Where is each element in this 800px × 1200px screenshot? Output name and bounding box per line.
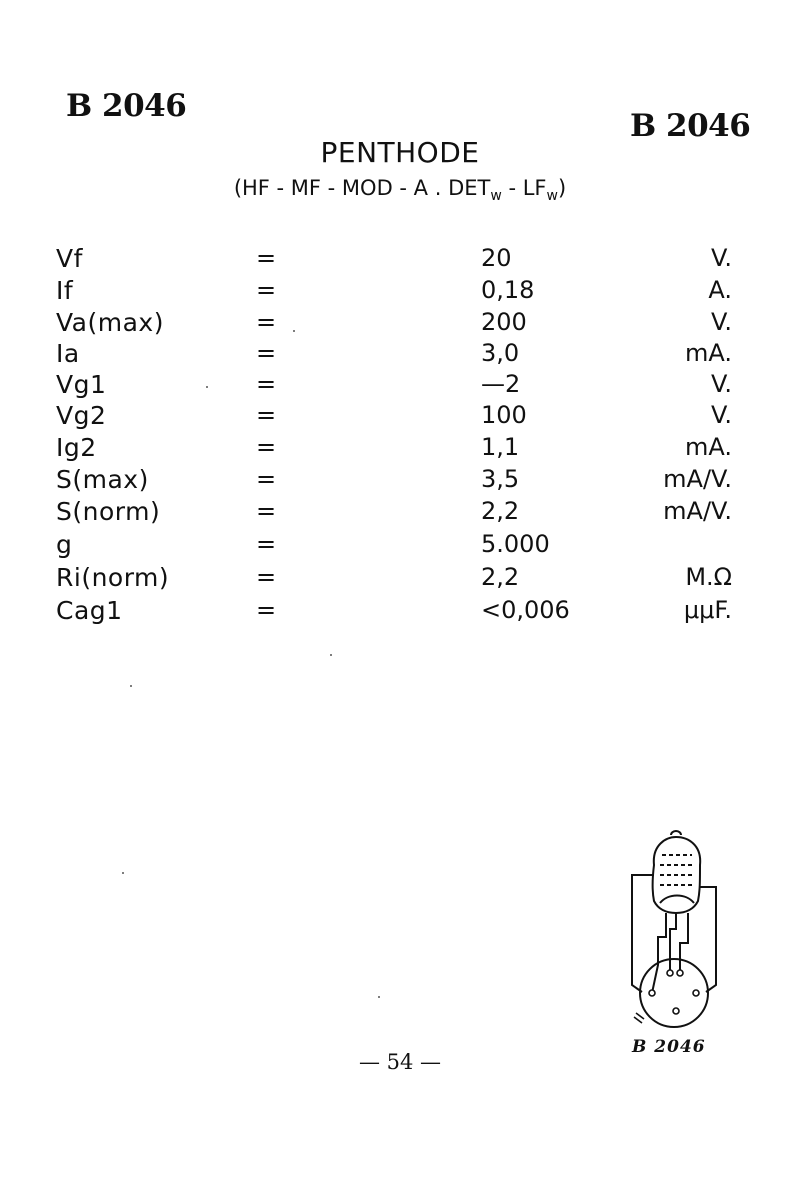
subtitle-main: (HF - MF - MOD - A . DET: [233, 176, 491, 200]
spec-symbol: S(max): [56, 465, 149, 494]
spec-symbol: Cag1: [56, 596, 123, 625]
spec-symbol: Ri(norm): [56, 563, 170, 592]
spec-row: [0, 563, 800, 593]
spec-unit: M.Ω: [685, 563, 732, 591]
spec-row: [0, 530, 800, 560]
scan-speck: [130, 685, 132, 687]
spec-equals: =: [256, 401, 277, 429]
tube-code-right: B 2046: [630, 108, 751, 144]
scan-speck: [293, 330, 295, 332]
scan-speck: [330, 654, 332, 656]
spec-equals: =: [256, 433, 277, 461]
spec-row: [0, 339, 800, 369]
spec-symbol: Ig2: [56, 433, 97, 462]
spec-unit: mA/V.: [663, 465, 732, 493]
subtitle-sub-w1: w: [490, 188, 502, 205]
spec-row: [0, 276, 800, 306]
spec-symbol: Vg1: [56, 370, 107, 399]
spec-symbol: Vf: [56, 244, 83, 273]
subtitle-mid: - LF: [501, 176, 547, 200]
spec-unit: V.: [711, 370, 732, 398]
spec-value: 20: [481, 244, 512, 272]
spec-value: 3,0: [481, 339, 520, 367]
spec-equals: =: [256, 596, 277, 624]
spec-row: [0, 308, 800, 338]
spec-symbol: S(norm): [56, 497, 161, 526]
spec-value: 1,1: [481, 433, 520, 461]
spec-equals: =: [256, 370, 277, 398]
spec-row: [0, 596, 800, 626]
spec-value: 0,18: [481, 276, 535, 304]
spec-equals: =: [256, 276, 277, 304]
subtitle-sub-w2: w: [546, 188, 558, 205]
spec-row: [0, 370, 800, 400]
scan-speck: [206, 386, 208, 388]
spec-equals: =: [256, 339, 277, 367]
spec-value: 200: [481, 308, 527, 336]
spec-equals: =: [256, 465, 277, 493]
spec-unit: V.: [711, 308, 732, 336]
spec-row: [0, 433, 800, 463]
spec-unit: V.: [711, 244, 732, 272]
spec-equals: =: [256, 497, 277, 525]
spec-equals: =: [256, 244, 277, 272]
spec-symbol: g: [56, 530, 73, 559]
page-title: PENTHODE: [320, 136, 480, 169]
spec-row: [0, 401, 800, 431]
spec-equals: =: [256, 563, 277, 591]
spec-row: [0, 244, 800, 274]
spec-value: <0,006: [481, 596, 570, 624]
spec-row: [0, 497, 800, 527]
spec-value: 2,2: [481, 497, 520, 525]
spec-symbol: Vg2: [56, 401, 107, 430]
diagram-caption: B 2046: [632, 1037, 706, 1057]
spec-value: —2: [481, 370, 521, 398]
subtitle-end: ): [557, 176, 567, 200]
spec-value: 2,2: [481, 563, 520, 591]
spec-unit: A.: [708, 276, 732, 304]
scan-speck: [378, 996, 380, 998]
spec-value: 5.000: [481, 530, 550, 558]
spec-unit: V.: [711, 401, 732, 429]
spec-value: 3,5: [481, 465, 520, 493]
scan-speck: [122, 872, 124, 874]
spec-symbol: Va(max): [56, 308, 164, 337]
spec-unit: mA/V.: [663, 497, 732, 525]
spec-symbol: Ia: [56, 339, 80, 368]
spec-unit: mA.: [684, 339, 732, 367]
spec-equals: =: [256, 308, 277, 336]
spec-equals: =: [256, 530, 277, 558]
spec-row: [0, 465, 800, 495]
page-number: — 54 —: [358, 1050, 442, 1074]
spec-unit: mA.: [684, 433, 732, 461]
spec-value: 100: [481, 401, 527, 429]
page-subtitle: [0, 176, 800, 204]
tube-code-left: B 2046: [66, 88, 187, 124]
spec-unit: μμF.: [683, 596, 732, 624]
penthode-tube-socket-diagram-icon: [600, 825, 730, 1039]
spec-symbol: If: [56, 276, 74, 305]
